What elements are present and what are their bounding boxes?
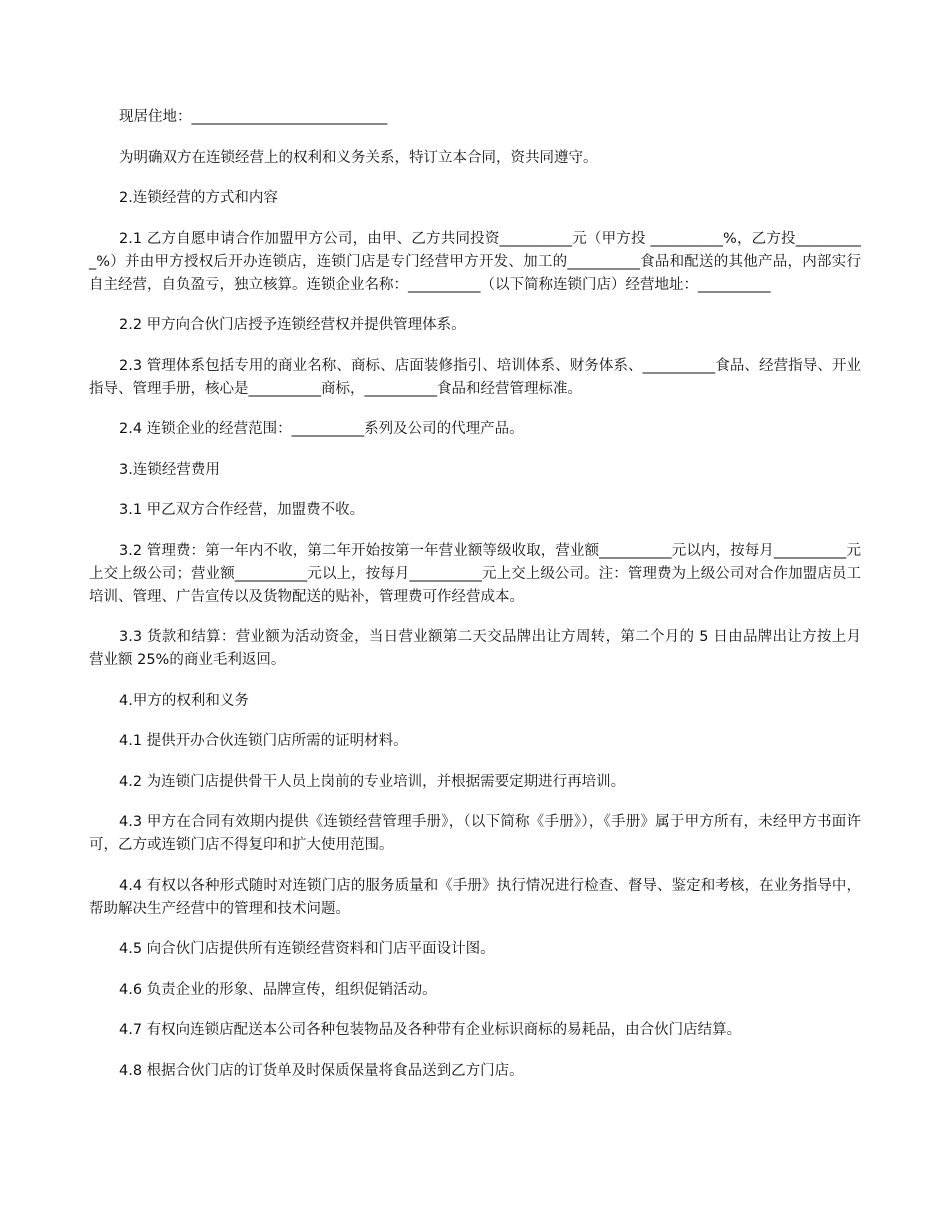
clause-4-2: 4.2 为连锁门店提供骨干人员上岗前的专业培训，并根据需要定期进行再培训。 bbox=[119, 773, 626, 790]
section-heading-4: 4.甲方的权利和义务 bbox=[119, 692, 249, 709]
clause-2-4: 2.4 连锁企业的经营范围：__________系列及公司的代理产品。 bbox=[119, 421, 524, 437]
clause-3-3: 3.3 货款和结算：营业额为活动资金，当日营业额第二天交品牌出让方周转，第二个月的 5 日由品牌出让方按上月营业额 25%的商业毛利返回。 bbox=[89, 629, 861, 668]
section-heading-2: 2.连锁经营的方式和内容 bbox=[119, 190, 278, 206]
clause-4-1: 4.1 提供开办合伙连锁门店所需的证明材料。 bbox=[119, 733, 408, 749]
clause-2-2: 2.2 甲方向合伙门店授予连锁经营权并提供管理体系。 bbox=[119, 317, 466, 333]
clause-2-1: 2.1 乙方自愿申请合作加盟甲方公司，由甲、乙方共同投资__________元（甲方投 __________%，乙方投__________%）并由甲方授权后开办连锁店，连锁门店是专门经营甲方开发、加工的__________食品和配送的其他产品，内部实行自主经营，自负盈亏，独立核算。连锁企业名称：__________（以下简称连锁门店）经营地址：__________ bbox=[89, 230, 861, 293]
clause-3-2: 3.2 管理费：第一年内不收，第二年开始按第一年营业额等级收取，营业额__________元以内，按每月__________元上交上级公司；营业额__________元以上，按每月__________元上交上级公司。注：管理费为上级公司对合作加盟店员工培训、管理、广告宣传以及货物配送的贴补，管理费可作经营成本。 bbox=[89, 542, 861, 605]
section-heading-3: 3.连锁经营费用 bbox=[119, 461, 220, 478]
clause-4-6: 4.6 负责企业的形象、品牌宣传，组织促销活动。 bbox=[119, 981, 437, 998]
clause-3-1: 3.1 甲乙双方合作经营，加盟费不收。 bbox=[119, 502, 365, 518]
clause-4-7: 4.7 有权向连锁店配送本公司各种包装物品及各种带有企业标识商标的易耗品，由合伙门店结算。 bbox=[119, 1022, 742, 1038]
document-body bbox=[89, 106, 861, 1100]
clause-4-5: 4.5 向合伙门店提供所有连锁经营资料和门店平面设计图。 bbox=[119, 941, 495, 957]
clause-4-3: 4.3 甲方在合同有效期内提供《连锁经营管理手册》，（以下简称《手册》），《手册》属于甲方所有，未经甲方书面许可，乙方或连锁门店不得复印和扩大使用范围。 bbox=[89, 814, 861, 853]
clause-4-8: 4.8 根据合伙门店的订货单及时保质保量将食品送到乙方门店。 bbox=[119, 1062, 524, 1079]
clause-4-4: 4.4 有权以各种形式随时对连锁门店的服务质量和《手册》执行情况进行检查、督导、鉴定和考核，在业务指导中，帮助解决生产经营中的管理和技术问题。 bbox=[89, 877, 861, 917]
purpose-paragraph: 为明确双方在连锁经营上的权利和义务关系，特订立本合同，资共同遵守。 bbox=[119, 149, 598, 166]
residence-line: 现居住地：___________________________ bbox=[119, 109, 388, 125]
clause-2-3: 2.3 管理体系包括专用的商业名称、商标、店面装修指引、培训体系、财务体系、__________食品、经营指导、开业指导、管理手册，核心是__________商标，__________食品和经营管理标准。 bbox=[89, 357, 861, 397]
